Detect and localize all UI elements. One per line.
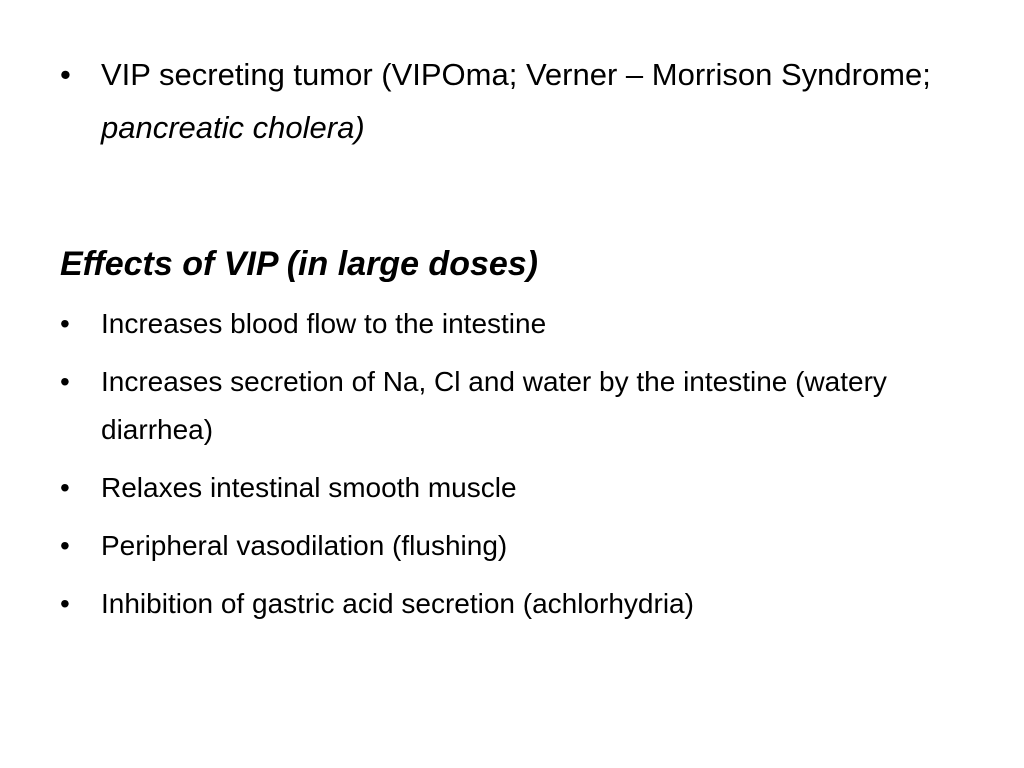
intro-italic-text: pancreatic cholera) [101,110,365,145]
effects-list-item [60,522,960,570]
bullet-icon: • [60,57,71,92]
bullet-icon: • [60,472,70,503]
effect-text: Increases secretion of Na, Cl and water by the intestine (watery diarrhea) [101,366,887,445]
bullet-icon: • [60,308,70,339]
effect-text: Peripheral vasodilation (flushing) [101,530,508,561]
bullet-icon: • [60,530,70,561]
effects-list [60,300,960,638]
effect-text: Relaxes intestinal smooth muscle [101,472,517,503]
intro-bullet-item [60,48,960,154]
effect-text: Inhibition of gastric acid secretion (achlorhydria) [101,588,694,619]
intro-list [60,48,960,154]
section-heading: Effects of VIP (in large doses) [60,245,539,283]
effects-list-item [60,358,960,454]
effects-list-item [60,580,960,628]
effects-list-item [60,300,960,348]
bullet-icon: • [60,588,70,619]
effects-list-item [60,464,960,512]
bullet-icon: • [60,366,70,397]
effect-text: Increases blood flow to the intestine [101,308,547,339]
intro-text: VIP secreting tumor (VIPOma; Verner – Morrison Syndrome; [101,57,931,92]
